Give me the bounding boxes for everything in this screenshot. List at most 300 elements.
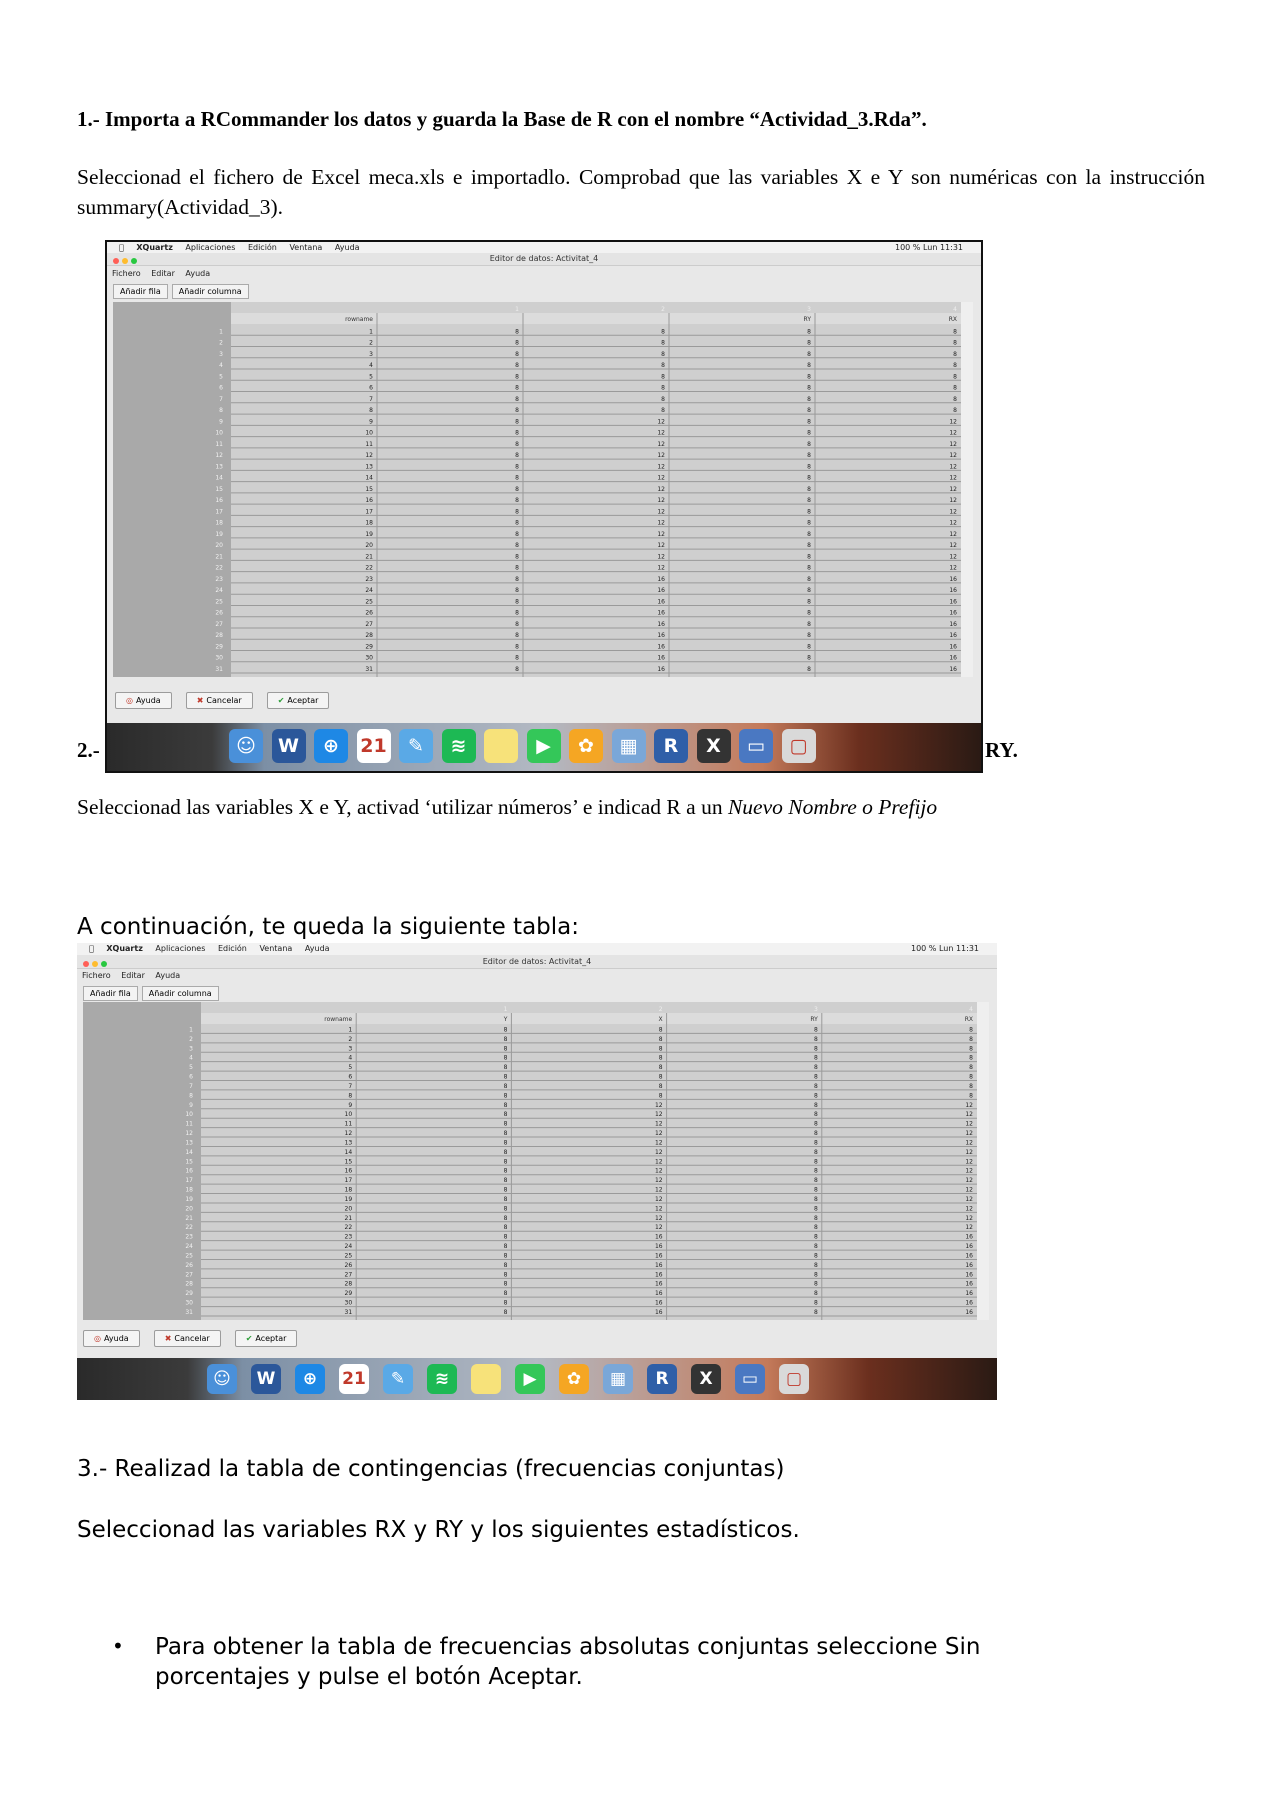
cell-value: 8 [503, 1073, 508, 1081]
cell-value: 8 [807, 373, 811, 381]
data-grid-cells [113, 302, 973, 677]
cell-value: 16 [657, 632, 665, 640]
cell-value: 12 [965, 1139, 973, 1147]
cell-value: 16 [965, 1243, 973, 1251]
window-controls [83, 958, 110, 971]
data-grid-cells [83, 1002, 989, 1320]
cell-value: 8 [807, 587, 811, 595]
cell-value: 8 [813, 1120, 818, 1128]
word-icon: W [272, 729, 306, 763]
cell-value: 12 [949, 564, 957, 572]
cell-value: 1 [348, 1026, 353, 1034]
column-header: RX [948, 316, 957, 323]
column-header: Y [503, 1016, 508, 1023]
cell-value: 8 [658, 1026, 663, 1034]
cell-value: 8 [515, 418, 519, 426]
cell-value: 8 [807, 643, 811, 651]
row-number: 10 [185, 1111, 193, 1119]
preview-icon: ✎ [383, 1364, 413, 1394]
window-title: Editor de datos: Activitat_4 [489, 254, 599, 263]
zoom-icon [131, 258, 137, 264]
data-grid [113, 302, 973, 677]
paragraph-step-1: Seleccionad el fichero de Excel meca.xls e importadlo. Comprobad que las variables X e Y son numéricas con la instrucción summary(Actividad_3). [77, 165, 1205, 219]
window-titlebar [107, 253, 981, 266]
image-capture-icon: ▦ [612, 729, 646, 763]
bullet-marker: • [112, 1634, 124, 1658]
cell-value: 12 [654, 1205, 663, 1213]
preview-icon: ✎ [399, 729, 433, 763]
cell-value: 12 [657, 530, 665, 538]
cell-value: 8 [515, 440, 519, 448]
cell-value: 27 [344, 1271, 353, 1279]
cell-value: 8 [969, 1064, 973, 1072]
cell-value: 12 [654, 1186, 663, 1194]
cell-value: 8 [515, 395, 519, 403]
cell-value: 8 [807, 485, 811, 493]
cell-value: 12 [949, 542, 957, 550]
cell-value: 6 [369, 384, 373, 392]
help-button: ◎ Ayuda [83, 1330, 140, 1347]
check-icon: ✔ [277, 696, 285, 705]
column-header: X [658, 1016, 663, 1023]
cell-value: 8 [807, 666, 811, 673]
cell-value: 12 [654, 1120, 663, 1128]
cell-value: 8 [661, 362, 665, 370]
column-number: 1 [515, 306, 519, 313]
menubar-status: 100 % Lun 11:31 [894, 243, 963, 252]
cell-value: 8 [813, 1299, 818, 1307]
cell-value: 8 [515, 620, 519, 628]
cell-value: 15 [365, 485, 373, 493]
cell-value: 16 [949, 632, 957, 640]
column-header: RY [803, 316, 811, 323]
cell-value: 18 [344, 1186, 353, 1194]
cell-value: 8 [807, 497, 811, 505]
cell-value: 16 [657, 654, 665, 662]
cell-value: 12 [657, 508, 665, 516]
cell-value: 8 [807, 542, 811, 550]
cell-value: 16 [949, 643, 957, 651]
row-number: 31 [185, 1309, 193, 1316]
finder-icon: ☺ [229, 729, 263, 763]
row-number: 8 [219, 407, 223, 415]
row-number: 4 [189, 1054, 193, 1062]
cell-value: 8 [807, 598, 811, 606]
cell-value: 12 [654, 1139, 663, 1147]
cell-value: 16 [654, 1243, 663, 1251]
image-capture-icon: ▦ [603, 1364, 633, 1394]
cell-value: 16 [965, 1280, 973, 1288]
cell-value: 12 [654, 1167, 663, 1175]
cell-value: 12 [965, 1158, 973, 1166]
column-number: 2 [661, 306, 665, 313]
cell-value: 13 [344, 1139, 353, 1147]
cell-value: 8 [503, 1233, 508, 1241]
paragraph-table-intro: A continuación, te queda la siguiente tabla: [77, 914, 580, 940]
menu-editar: Editar [151, 269, 175, 278]
cell-value: 8 [515, 632, 519, 640]
row-number: 20 [185, 1205, 193, 1213]
menubar-item: Ventana [254, 944, 288, 953]
cell-value: 16 [949, 598, 957, 606]
grid-header-row [231, 313, 961, 324]
cell-value: 8 [503, 1111, 508, 1119]
cell-value: 12 [657, 474, 665, 482]
cell-value: 12 [949, 485, 957, 493]
accept-button: ✔ Aceptar [235, 1330, 298, 1347]
cell-value: 8 [503, 1309, 508, 1316]
cell-value: 12 [657, 497, 665, 505]
cell-value: 14 [365, 474, 373, 482]
cell-value: 16 [949, 666, 957, 673]
word-icon: W [251, 1364, 281, 1394]
cell-value: 16 [949, 620, 957, 628]
cell-value: 8 [813, 1130, 818, 1138]
cell-value: 8 [953, 395, 957, 403]
cell-value: 16 [654, 1299, 663, 1307]
menubar-item: Aplicaciones [180, 243, 231, 252]
cell-value: 8 [807, 407, 811, 415]
cell-value: 12 [657, 418, 665, 426]
cell-value: 12 [654, 1224, 663, 1232]
cell-value: 3 [348, 1045, 353, 1053]
row-number: 26 [185, 1261, 193, 1269]
cell-value: 16 [654, 1290, 663, 1298]
help-button: ◎ Ayuda [115, 692, 172, 709]
cell-value: 20 [344, 1205, 353, 1213]
cell-value: 18 [365, 519, 373, 527]
row-number: 23 [215, 575, 223, 583]
cell-value: 8 [515, 643, 519, 651]
cell-value: 8 [661, 407, 665, 415]
safari-icon: ⊕ [295, 1364, 325, 1394]
bullet-text-line-1: Para obtener la tabla de frecuencias absolutas conjuntas seleccione Sin [155, 1634, 981, 1660]
row-number: 21 [215, 553, 223, 561]
cell-value: 8 [515, 339, 519, 347]
cell-value: 8 [813, 1280, 818, 1288]
cell-value: 8 [813, 1243, 818, 1251]
cell-value: 8 [503, 1214, 508, 1222]
cell-value: 16 [657, 609, 665, 617]
cell-value: 24 [344, 1243, 353, 1251]
row-number: 9 [219, 418, 223, 426]
cell-value: 16 [344, 1167, 353, 1175]
menubar-app: XQuartz [101, 944, 139, 953]
cell-value: 12 [657, 542, 665, 550]
cell-value: 12 [657, 564, 665, 572]
cell-value: 8 [813, 1233, 818, 1241]
cell-value: 12 [365, 452, 373, 460]
cell-value: 8 [807, 564, 811, 572]
heading-step-2-start: 2.- [77, 738, 100, 762]
cell-value: 16 [657, 620, 665, 628]
editor-tabs [83, 986, 223, 1001]
cell-value: 8 [503, 1290, 508, 1298]
cell-value: 23 [365, 575, 373, 583]
cell-value: 8 [807, 395, 811, 403]
notes-icon [471, 1364, 501, 1394]
column-header: rowname [324, 1016, 353, 1023]
row-number: 22 [185, 1224, 193, 1232]
row-number: 11 [185, 1120, 193, 1128]
cell-value: 8 [503, 1064, 508, 1072]
row-number: 6 [219, 384, 223, 392]
cell-value: 8 [969, 1054, 973, 1062]
cell-value: 8 [813, 1073, 818, 1081]
minimize-icon [122, 258, 128, 264]
cell-value: 8 [807, 350, 811, 358]
window-controls [113, 256, 140, 268]
calendar-icon: 21 [357, 729, 391, 763]
column-header: RY [810, 1016, 818, 1023]
cell-value: 8 [515, 384, 519, 392]
cell-value: 12 [949, 553, 957, 561]
cell-value: 8 [515, 350, 519, 358]
cell-value: 8 [515, 474, 519, 482]
cell-value: 8 [969, 1092, 973, 1100]
row-number: 26 [215, 609, 223, 617]
row-number: 7 [189, 1082, 193, 1090]
cell-value: 8 [661, 339, 665, 347]
close-icon [83, 961, 89, 967]
row-number: 14 [185, 1148, 193, 1156]
column-number: 3 [807, 306, 811, 313]
cell-value: 8 [813, 1101, 818, 1109]
row-number: 10 [215, 429, 223, 437]
notes-icon [484, 729, 518, 763]
cell-value: 11 [344, 1120, 353, 1128]
cell-value: 8 [515, 609, 519, 617]
zoom-icon [101, 961, 107, 967]
cell-value: 8 [658, 1064, 663, 1072]
menu-editar: Editar [121, 971, 145, 980]
cell-value: 25 [365, 598, 373, 606]
dialog-buttons [83, 1330, 311, 1347]
cell-value: 8 [813, 1186, 818, 1194]
cell-value: 8 [813, 1139, 818, 1147]
cancel-icon: ✖ [196, 696, 204, 705]
row-number: 8 [189, 1092, 193, 1100]
cell-value: 16 [654, 1233, 663, 1241]
cell-value: 8 [515, 485, 519, 493]
cell-value: 12 [654, 1130, 663, 1138]
cell-value: 8 [807, 609, 811, 617]
cell-value: 24 [365, 587, 373, 595]
photos-icon: ✿ [569, 729, 603, 763]
row-number: 24 [185, 1243, 193, 1251]
cell-value: 8 [503, 1101, 508, 1109]
cell-value: 8 [661, 350, 665, 358]
cell-value: 12 [965, 1177, 973, 1185]
cell-value: 8 [807, 519, 811, 527]
row-number: 2 [189, 1035, 193, 1043]
cell-value: 12 [949, 508, 957, 516]
row-number: 28 [185, 1280, 193, 1288]
cell-value: 8 [813, 1026, 818, 1034]
cell-value: 8 [813, 1045, 818, 1053]
cell-value: 8 [807, 463, 811, 471]
row-number: 21 [185, 1214, 193, 1222]
safari-icon: ⊕ [314, 729, 348, 763]
cell-value: 1 [369, 328, 373, 336]
column-number: 4 [969, 1006, 973, 1013]
cell-value: 12 [654, 1158, 663, 1166]
cell-value: 8 [503, 1026, 508, 1034]
cell-value: 16 [657, 598, 665, 606]
cell-value: 12 [657, 429, 665, 437]
cell-value: 8 [807, 452, 811, 460]
cell-value: 19 [344, 1195, 353, 1203]
cell-value: 15 [344, 1158, 353, 1166]
cell-value: 8 [813, 1224, 818, 1232]
r-icon: R [654, 729, 688, 763]
cell-value: 26 [365, 609, 373, 617]
cell-value: 23 [344, 1233, 353, 1241]
cell-value: 8 [515, 452, 519, 460]
row-number: 15 [215, 485, 223, 493]
cell-value: 16 [657, 575, 665, 583]
cell-value: 8 [807, 575, 811, 583]
facetime-icon: ▶ [527, 729, 561, 763]
cell-value: 16 [965, 1233, 973, 1241]
cell-value: 30 [344, 1299, 353, 1307]
cell-value: 21 [365, 553, 373, 561]
cell-value: 10 [365, 429, 373, 437]
cell-value: 16 [657, 666, 665, 673]
cell-value: 29 [365, 643, 373, 651]
row-number: 23 [185, 1233, 193, 1241]
cell-value: 8 [807, 508, 811, 516]
r-icon: R [647, 1364, 677, 1394]
cell-value: 8 [813, 1082, 818, 1090]
cell-value: 16 [965, 1261, 973, 1269]
cell-value: 8 [969, 1082, 973, 1090]
xquartz-icon: X [691, 1364, 721, 1394]
cell-value: 8 [807, 328, 811, 336]
cell-value: 12 [965, 1101, 973, 1109]
cell-value: 16 [654, 1261, 663, 1269]
bullet-text-line-2: porcentajes y pulse el botón Aceptar. [155, 1664, 583, 1690]
row-number: 2 [219, 339, 223, 347]
cell-value: 12 [654, 1111, 663, 1119]
cell-value: 8 [515, 587, 519, 595]
cell-value: 8 [953, 373, 957, 381]
heading-step-3: 3.- Realizad la tabla de contingencias (frecuencias conjuntas) [77, 1456, 785, 1482]
cell-value: 8 [953, 339, 957, 347]
data-grid [83, 1002, 989, 1320]
cancel-icon: ✖ [164, 1334, 172, 1343]
paragraph-step-2 [77, 795, 937, 820]
cell-value: 7 [348, 1082, 353, 1090]
cell-value: 12 [965, 1120, 973, 1128]
cell-value: 8 [503, 1120, 508, 1128]
paragraph-step-2-text: Seleccionad las variables X e Y, activad ‘utilizar números’ e indicad R a un [77, 795, 728, 819]
row-number: 25 [215, 598, 223, 606]
row-number: 13 [185, 1139, 193, 1147]
menubar-item: Aplicaciones [150, 944, 201, 953]
row-number: 9 [189, 1101, 193, 1109]
data-editor-screenshot-2 [77, 943, 997, 1400]
cell-value: 8 [503, 1261, 508, 1269]
cell-value: 16 [949, 609, 957, 617]
cell-value: 21 [344, 1214, 353, 1222]
cell-value: 8 [515, 519, 519, 527]
cell-value: 27 [365, 620, 373, 628]
xquartz-icon: X [697, 729, 731, 763]
cell-value: 8 [813, 1205, 818, 1213]
cell-value: 12 [965, 1195, 973, 1203]
cell-value: 8 [661, 384, 665, 392]
cell-value: 8 [503, 1186, 508, 1194]
photos-icon: ✿ [559, 1364, 589, 1394]
add-row-button: Añadir fila [113, 284, 168, 299]
cell-value: 30 [365, 654, 373, 662]
remote-desktop-icon: ▭ [739, 729, 773, 763]
menu-fichero: Fichero [82, 971, 111, 980]
column-number: 4 [953, 306, 957, 313]
spotify-icon: ≋ [427, 1364, 457, 1394]
cell-value: 31 [365, 666, 373, 673]
add-row-button: Añadir fila [83, 986, 138, 1001]
row-number: 25 [185, 1252, 193, 1260]
cell-value: 8 [813, 1252, 818, 1260]
help-icon: ◎ [126, 696, 133, 705]
cell-value: 8 [807, 632, 811, 640]
cell-value: 8 [515, 666, 519, 673]
column-header: RX [964, 1016, 973, 1023]
row-number: 7 [219, 395, 223, 403]
row-number: 6 [189, 1073, 193, 1081]
cell-value: 8 [515, 373, 519, 381]
cell-value: 12 [949, 440, 957, 448]
cell-value: 12 [949, 530, 957, 538]
cell-value: 12 [965, 1214, 973, 1222]
cell-value: 8 [503, 1054, 508, 1062]
cell-value: 16 [965, 1309, 973, 1316]
grid-scrollbar [977, 1002, 989, 1320]
cell-value: 8 [515, 362, 519, 370]
cell-value: 16 [965, 1252, 973, 1260]
cell-value: 8 [515, 542, 519, 550]
cell-value: 8 [348, 1092, 353, 1100]
cell-value: 8 [515, 407, 519, 415]
apple-icon [119, 242, 124, 253]
minimize-icon [92, 961, 98, 967]
row-number: 1 [189, 1026, 193, 1034]
row-number: 29 [185, 1290, 193, 1298]
cell-value: 8 [515, 463, 519, 471]
row-number: 16 [215, 497, 223, 505]
add-column-button: Añadir columna [142, 986, 219, 1001]
cell-value: 8 [658, 1073, 663, 1081]
cell-value: 22 [344, 1224, 353, 1232]
cell-value: 12 [657, 519, 665, 527]
cell-value: 8 [813, 1111, 818, 1119]
cell-value: 8 [503, 1271, 508, 1279]
cell-value: 12 [965, 1130, 973, 1138]
cell-value: 8 [813, 1309, 818, 1316]
row-number: 17 [185, 1177, 193, 1185]
cell-value: 12 [654, 1195, 663, 1203]
cell-value: 9 [369, 418, 373, 426]
add-column-button: Añadir columna [172, 284, 249, 299]
cell-value: 22 [365, 564, 373, 572]
cell-value: 8 [503, 1177, 508, 1185]
row-number: 3 [219, 350, 223, 358]
cell-value: 8 [807, 362, 811, 370]
cell-value: 8 [969, 1035, 973, 1043]
cell-value: 16 [654, 1271, 663, 1279]
